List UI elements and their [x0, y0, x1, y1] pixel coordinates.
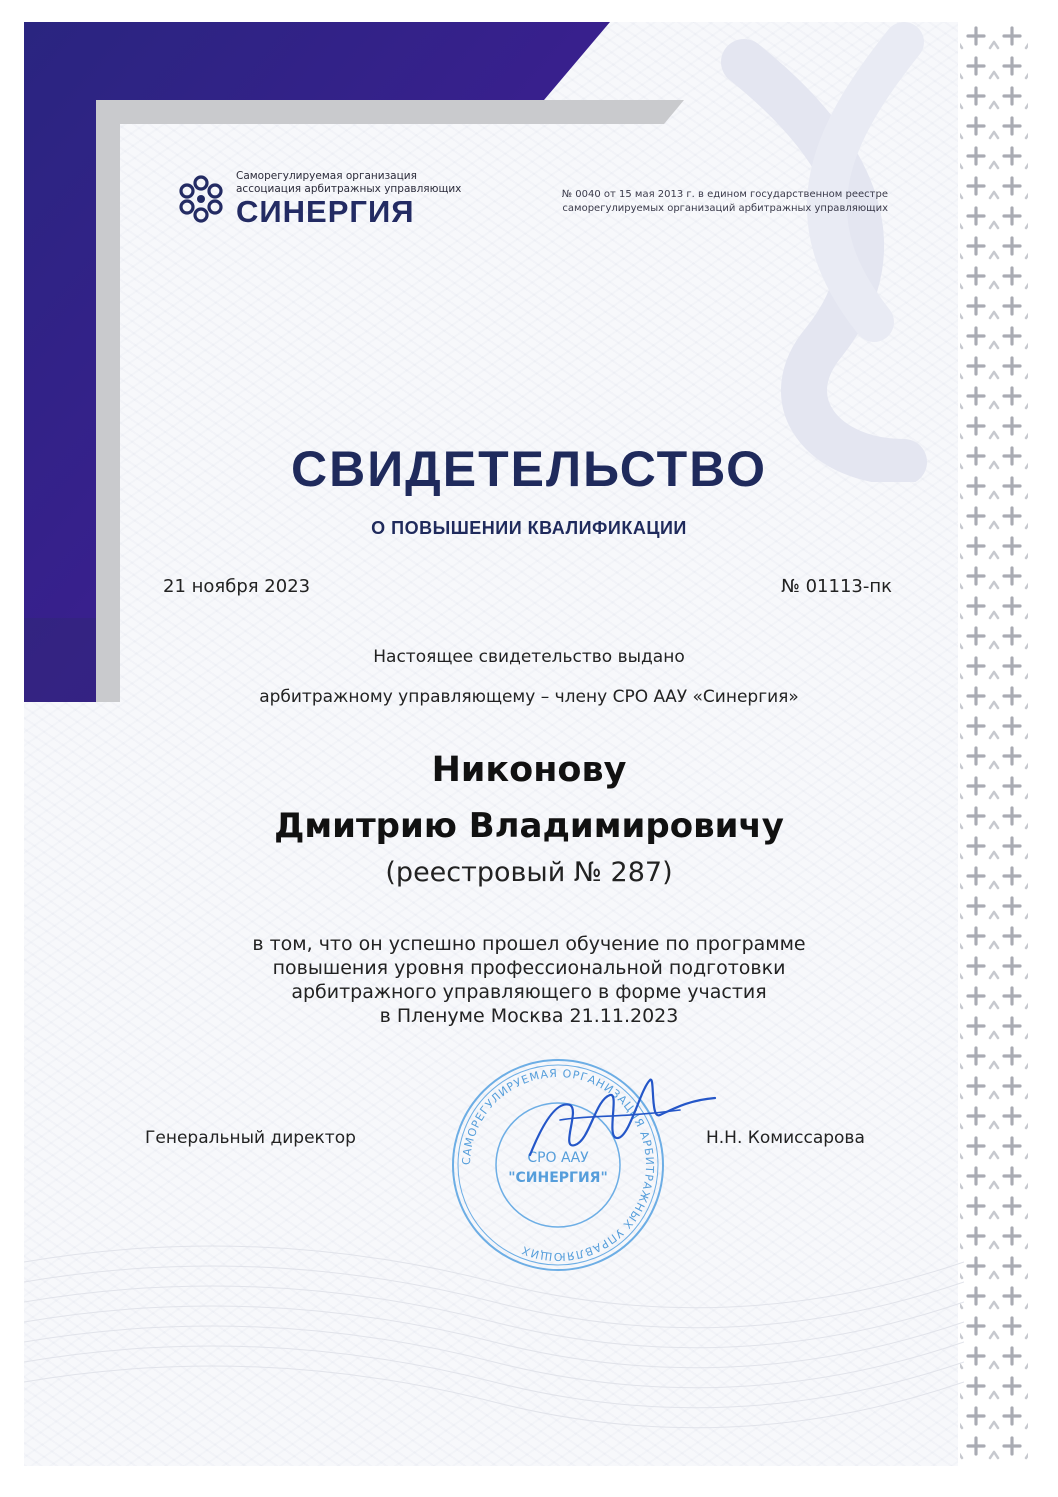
registry-number: (реестровый № 287) — [385, 857, 673, 888]
signatory-name: Н.Н. Комиссарова — [706, 1128, 865, 1148]
issue-date: 21 ноября 2023 — [163, 576, 311, 597]
stamp-center-line2: "СИНЕРГИЯ" — [508, 1170, 608, 1186]
issued-line2: арбитражному управляющему – члену СРО ААУ «Синергия» — [259, 687, 799, 707]
certificate-body — [0, 932, 1058, 1028]
org-type-line1: Саморегулируемая организация — [236, 170, 417, 182]
organization-logo — [174, 170, 474, 240]
stamp-center-line1: СРО ААУ — [527, 1150, 589, 1166]
body-line3: арбитражного управляющего в форме участия — [291, 981, 767, 1003]
body-line4: в Пленуме Москва 21.11.2023 — [379, 1005, 679, 1027]
watermark-ribbon — [704, 22, 964, 482]
certificate-number: № 01113-пк — [781, 576, 892, 597]
decorative-cross-strip — [958, 22, 1030, 1466]
org-type-line2: ассоциация арбитражных управляющих — [236, 183, 462, 195]
recipient-name: Дмитрию Владимировичу — [274, 806, 784, 846]
org-name: СИНЕРГИЯ — [236, 194, 415, 229]
body-line1: в том, что он успешно прошел обучение по программе — [252, 933, 806, 955]
stamp-outer-text: САМОРЕГУЛИРУЕМАЯ ОРГАНИЗАЦИЯ АРБИТРАЖНЫХ УПРАВЛЯЮЩИХ — [459, 1066, 657, 1264]
registry-info — [558, 188, 888, 216]
certificate-subtitle: О ПОВЫШЕНИИ КВАЛИФИКАЦИИ — [371, 518, 687, 538]
synergy-logo-icon — [174, 172, 228, 226]
issued-line1: Настоящее свидетельство выдано — [373, 647, 685, 667]
registry-line2: саморегулируемых организаций арбитражных управляющих — [562, 203, 888, 214]
body-line2: повышения уровня профессиональной подготовки — [272, 957, 786, 979]
signatory-role: Генеральный директор — [145, 1128, 356, 1148]
certificate-title: СВИДЕТЕЛЬСТВО — [291, 441, 767, 497]
registry-line1: № 0040 от 15 мая 2013 г. в едином государственном реестре — [561, 189, 888, 200]
recipient-surname: Никонову — [431, 750, 627, 790]
handwritten-signature — [500, 1060, 730, 1180]
